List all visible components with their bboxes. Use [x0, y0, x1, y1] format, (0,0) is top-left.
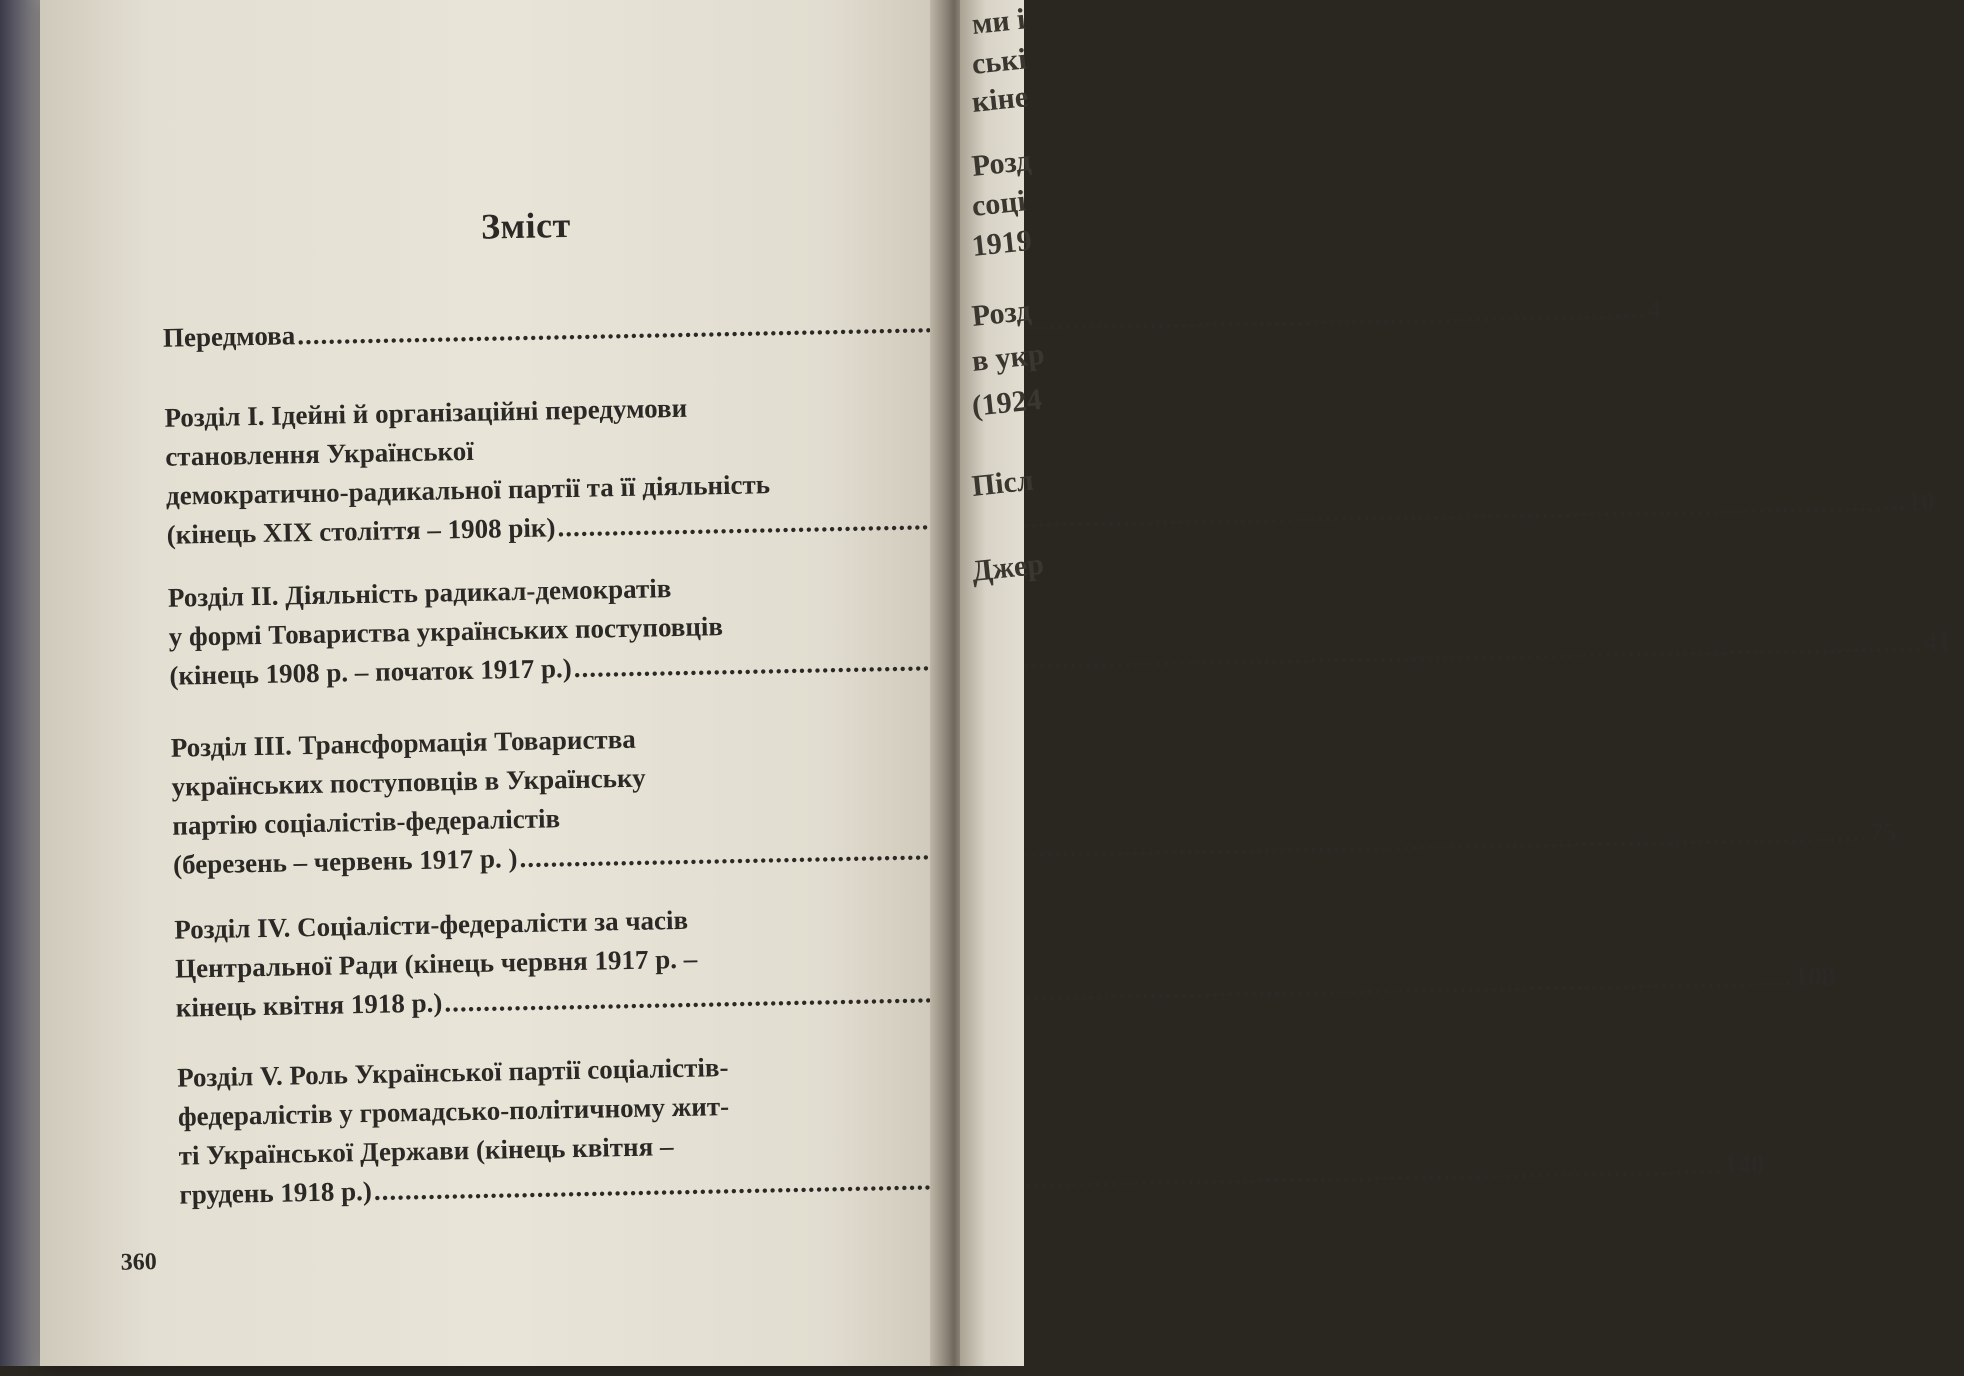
adjacent-page-text: Розд [970, 293, 1033, 333]
toc-page-number: 140 [1723, 1149, 1765, 1180]
adjacent-page-text: соці [970, 184, 1028, 223]
toc-entry-text: кінець квітня 1918 р.) [175, 987, 443, 1023]
page-number: 360 [120, 1249, 157, 1276]
adjacent-page [960, 0, 1046, 1366]
adjacent-page-text: (1924 [970, 382, 1044, 423]
toc-entry-text: (кінець XIX століття – 1908 рік) [166, 512, 556, 550]
toc-page-number: 75 [1869, 816, 1897, 848]
toc-entry-line: Центральної Ради (кінець червня 1917 р. – [174, 943, 698, 984]
toc-page-number: 10 [1907, 485, 1935, 517]
toc-page-number: 4 [1647, 294, 1662, 325]
toc-entry-text: грудень 1918 р.) [179, 1175, 373, 1210]
toc-entry-line: у формі Товариства українських поступовців [168, 611, 724, 652]
toc-entry-line: Розділ ІІ. Діяльність радикал-демократів [167, 573, 672, 613]
toc-page-number: 108 [1794, 960, 1836, 992]
adjacent-page-text: ми і [970, 2, 1027, 41]
toc-entry-text: Передмова [162, 320, 296, 353]
toc-entry-line: Розділ V. Роль Української партії соціалістів- [176, 1052, 729, 1093]
adjacent-page-text: ські [970, 42, 1029, 81]
toc-page-number: 41 [1923, 626, 1952, 658]
toc-entry-text: (березень – червень 1917 р. ) [172, 843, 518, 880]
adjacent-page-text: в укр [970, 337, 1046, 378]
toc-entry-line: Розділ ІІІ. Трансформація Товариства [170, 723, 637, 763]
adjacent-page-text: Розд [970, 143, 1033, 183]
toc-entry-line: становлення Української [164, 435, 474, 472]
toc-entry-line: Розділ І. Ідейні й організаційні передумови [164, 392, 688, 433]
toc-entry-line: партію соціалістів-федералістів [172, 803, 561, 841]
adjacent-page-text: Джер [970, 547, 1046, 588]
toc-entry-line: демократично-радикальної партії та її діяльність [165, 469, 771, 511]
toc-entry-line: Розділ IV. Соціалісти-федералісти за часів [174, 904, 689, 945]
adjacent-page-text: кіне [970, 80, 1030, 119]
toc-entry [174, 897, 1836, 1028]
toc-entry-line: ті Української Держави (кінець квітня – [178, 1131, 674, 1171]
adjacent-page-text: Післ [970, 463, 1036, 503]
page-title: Зміст [480, 204, 572, 247]
toc-entry-line: українських поступовців в Українську [171, 762, 646, 802]
toc-entry-text: (кінець 1908 р. – початок 1917 р.) [169, 653, 572, 691]
toc-entry [170, 715, 1897, 885]
toc-entry-line: федералістів у громадсько-політичному жит- [177, 1091, 730, 1132]
adjacent-page-text: 1919 [970, 223, 1034, 263]
toc-entry [176, 1045, 1765, 1215]
